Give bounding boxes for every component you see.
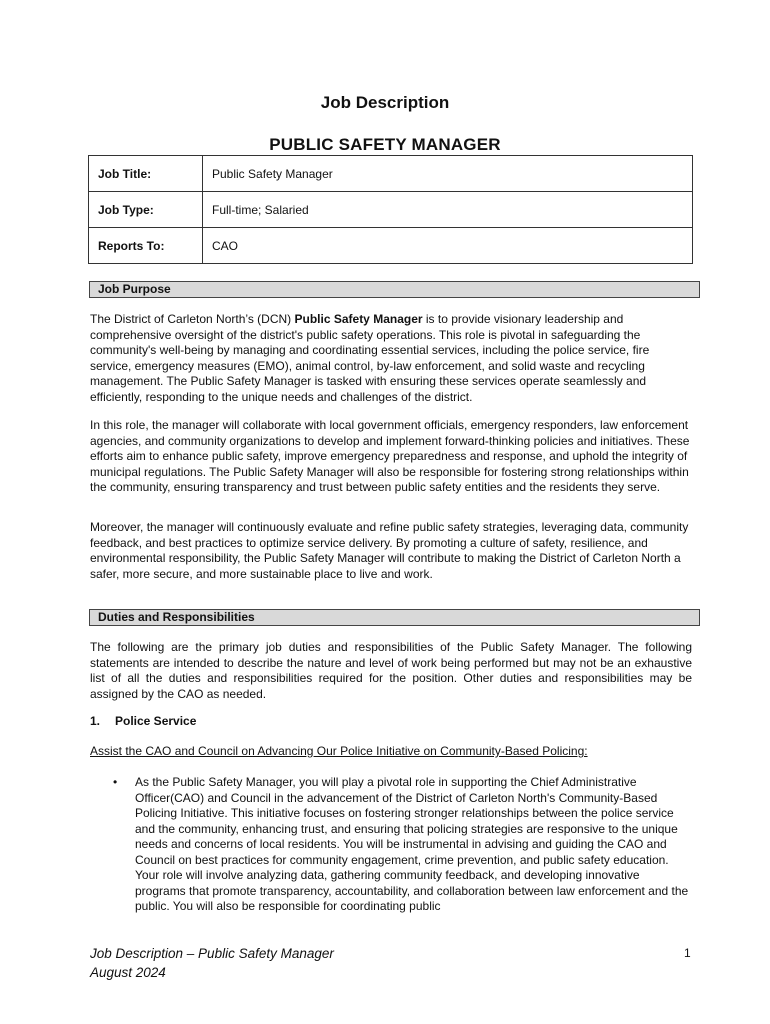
- footer-date: August 2024: [90, 965, 166, 980]
- job-title-value: Public Safety Manager: [203, 156, 693, 192]
- job-info-table: [88, 155, 693, 264]
- footer-doc-name: Job Description – Public Safety Manager: [90, 946, 334, 961]
- section-title: Police Service: [115, 714, 197, 728]
- police-initiative-subheading: Assist the CAO and Council on Advancing Our Police Initiative on Community-Based Policing:: [90, 744, 588, 758]
- document-title: Job Description: [320, 93, 450, 112]
- job-title-label: Job Title:: [89, 156, 203, 192]
- table-row: [89, 192, 693, 228]
- duties-intro-paragraph: The following are the primary job duties and responsibilities of the Public Safety Manager. The following statements are intended to describe the nature and level of work being performed but may not be an exhaustive list of all the duties and responsibilities required for the position. Other duties and responsibilities may be assigned by the CAO as needed.: [90, 640, 692, 701]
- bullet-icon: •: [113, 775, 118, 789]
- police-service-heading: [90, 714, 196, 728]
- job-purpose-heading: Job Purpose: [89, 281, 700, 298]
- footer-document-info: [90, 944, 334, 982]
- paragraph-text: is to provide visionary leadership and comprehensive oversight of the district's public safety operations. This role is pivotal in safeguarding the community's well-being by managing and coordinating essential services, including the police service, fire service, emergency measures (EMO), animal control, by-law enforcement, and solid waste and recycling management. The Public Safety Manager is tasked with ensuring these services operate seamlessly and efficiently, responding to the unique needs and challenges of the district.: [90, 312, 650, 404]
- position-title: PUBLIC SAFETY MANAGER: [269, 135, 501, 154]
- job-purpose-paragraph-2: In this role, the manager will collaborate with local government officials, emergency responders, law enforcement agencies, and community organizations to develop and implement forward-thinking policies and initiatives. These efforts aim to enhance public safety, improve emergency preparedness and response, and uphold the integrity of municipal regulations. The Public Safety Manager will also be responsible for fostering strong relationships within the community, ensuring transparency and trust between public safety entities and the residents they serve.: [90, 418, 690, 494]
- page-number: 1: [684, 946, 691, 960]
- reports-to-value: CAO: [203, 228, 693, 264]
- table-row: [89, 228, 693, 264]
- section-number: 1.: [90, 714, 101, 728]
- job-type-value: Full-time; Salaried: [203, 192, 693, 228]
- duties-heading: Duties and Responsibilities: [89, 609, 700, 626]
- bold-role-name: Public Safety Manager: [294, 312, 423, 326]
- job-purpose-paragraph-3: Moreover, the manager will continuously evaluate and refine public safety strategies, leveraging data, community feedback, and best practices to optimize service delivery. By promoting a culture of safety, resilience, and environmental responsibility, the Public Safety Manager will contribute to making the District of Carleton North a safer, more secure, and more sustainable place to live and work.: [90, 520, 689, 581]
- reports-to-label: Reports To:: [89, 228, 203, 264]
- job-purpose-paragraph-1: [90, 312, 692, 405]
- table-row: [89, 156, 693, 192]
- list-item: As the Public Safety Manager, you will play a pivotal role in supporting the Chief Administrative Officer(CAO) and Council in the advancement of the District of Carleton North's Community-Based Policing Initiative. This initiative focuses on fostering stronger relationships between the police service and the community, enhancing trust, and ensuring that policing strategies are responsive to the unique needs and concerns of local residents. You will be instrumental in advising and guiding the CAO and Council on best practices for community engagement, crime prevention, and public safety education. Your role will involve analyzing data, gathering community feedback, and developing innovative programs that promote transparency, accountability, and collaboration between law enforcement and the public. You will also be responsible for coordinating public: [135, 775, 689, 913]
- job-type-label: Job Type:: [89, 192, 203, 228]
- paragraph-text: The District of Carleton North’s (DCN): [90, 312, 295, 326]
